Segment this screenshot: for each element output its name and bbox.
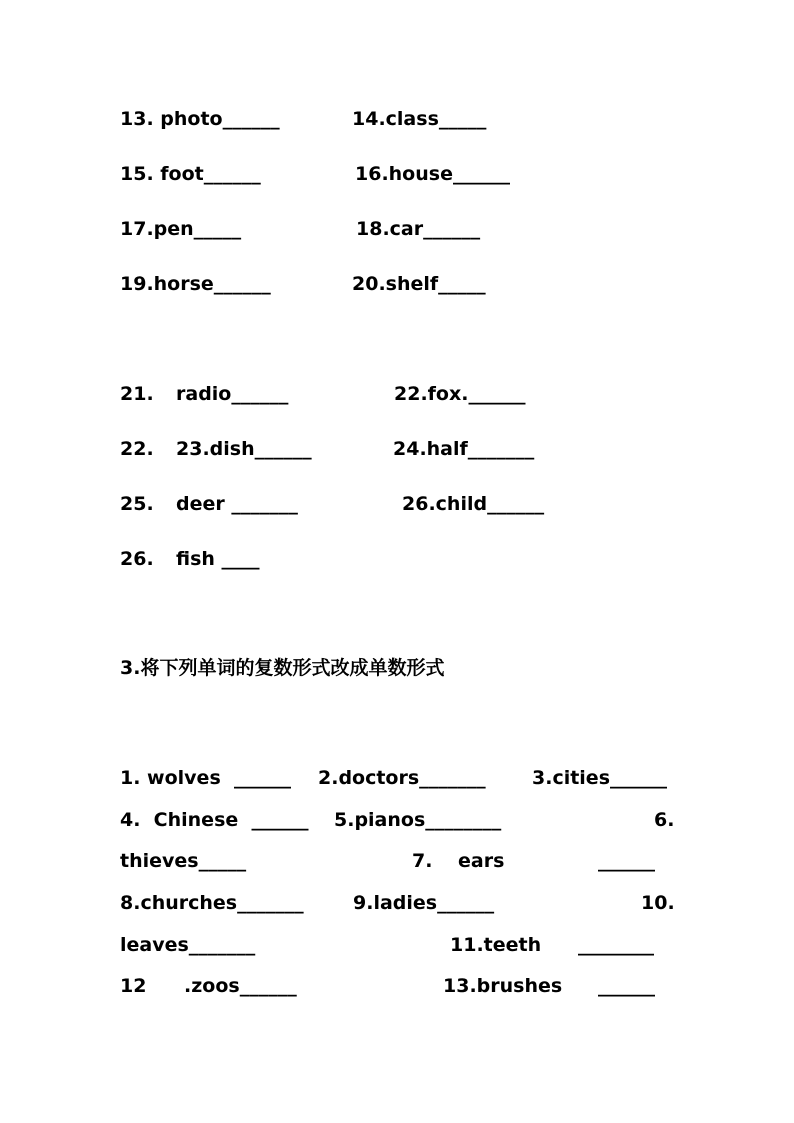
exercise-item-thieves: thieves_____	[120, 850, 247, 872]
exercise-item-teeth: 11.teeth	[450, 934, 542, 956]
exercise-item-cities: 3.cities______	[532, 767, 668, 789]
exercise-item-brushes: 13.brushes	[443, 975, 563, 997]
exercise-number-12: 12	[120, 975, 147, 997]
exercise-item-ladies: 9.ladies______	[353, 892, 495, 914]
exercise-item-20: 20.shelf_____	[352, 273, 486, 295]
exercise-item-child: 26.child______	[402, 493, 545, 515]
exercise-item-16: 16.house______	[355, 163, 510, 185]
list-number: 25.	[120, 493, 154, 515]
exercise-item-13: 13. photo______	[120, 108, 280, 130]
answer-blank: ________	[578, 934, 654, 956]
exercise-item-half: 24.half_______	[393, 438, 535, 460]
list-number: 22.	[120, 438, 154, 460]
exercise-item-deer: deer _______	[176, 493, 298, 515]
exercise-number-6: 6.	[654, 809, 675, 831]
exercise-item-churches: 8.churches_______	[120, 892, 304, 914]
exercise-item-14: 14.class_____	[352, 108, 487, 130]
list-number: 21.	[120, 383, 154, 405]
exercise-item-doctors: 2.doctors_______	[318, 767, 486, 789]
exercise-item-fish: fish ____	[176, 548, 260, 570]
exercise-item-pianos: 5.pianos________	[334, 809, 502, 831]
answer-blank: ______	[598, 850, 655, 872]
answer-blank: ______	[598, 975, 655, 997]
exercise-item-ears: ears	[458, 850, 505, 872]
exercise-number-10: 10.	[641, 892, 675, 914]
exercise-item-18: 18.car______	[356, 218, 481, 240]
exercise-item-leaves: leaves_______	[120, 934, 256, 956]
exercise-item-dish: 23.dish______	[176, 438, 312, 460]
exercise-item-radio: radio______	[176, 383, 289, 405]
section-heading: 3.将下列单词的复数形式改成单数形式	[120, 657, 445, 679]
exercise-item-wolves: 1. wolves ______	[120, 767, 291, 789]
exercise-item-15: 15. foot______	[120, 163, 261, 185]
exercise-number-7: 7.	[412, 850, 433, 872]
exercise-item-chinese: 4. Chinese ______	[120, 809, 309, 831]
list-number: 26.	[120, 548, 154, 570]
exercise-item-zoos: .zoos______	[184, 975, 297, 997]
exercise-item-fox: 22.fox.______	[394, 383, 526, 405]
exercise-item-17: 17.pen_____	[120, 218, 242, 240]
exercise-item-19: 19.horse______	[120, 273, 271, 295]
